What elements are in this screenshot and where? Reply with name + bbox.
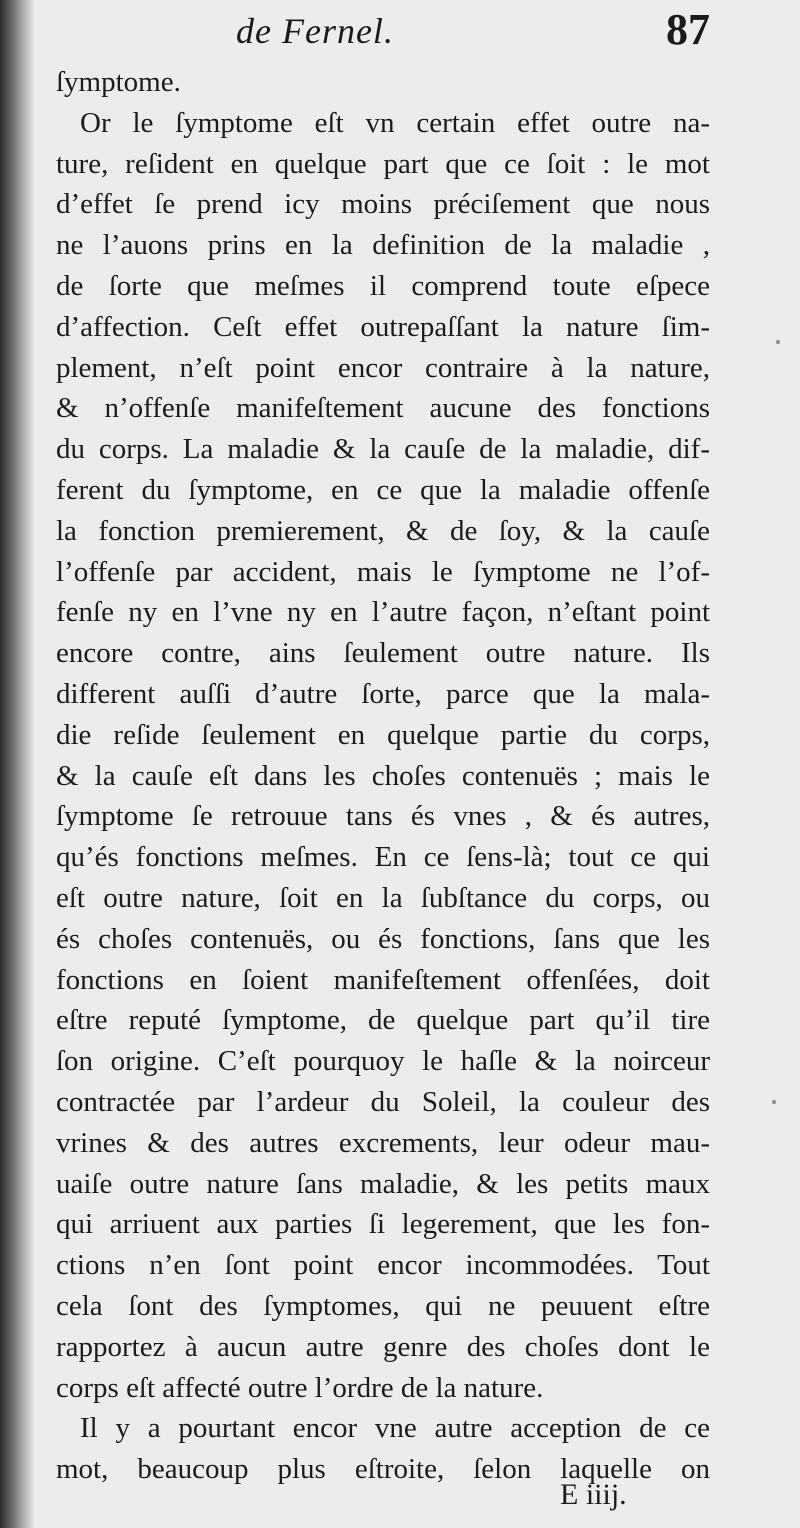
text-line: fenſe ny en l’vne ny en l’autre façon, n’eſtant point [56, 596, 710, 629]
text-line: du corps. La maladie & la cauſe de la maladie, dif- [56, 433, 710, 466]
text-line: ture, reſident en quelque part que ce ſoit : le mot [56, 147, 710, 180]
text-line: mot, beaucoup plus eſtroite, ſelon laquelle on [56, 1453, 710, 1486]
text-line: ſymptome ſe retrouue tans és vnes , & és autres, [56, 800, 710, 833]
text-line: l’offenſe par accident, mais le ſymptome ne l’of- [56, 555, 710, 588]
text-line: uaiſe outre nature ſans maladie, & les petits maux [56, 1167, 710, 1200]
text-line: vrines & des autres excrements, leur odeur mau- [56, 1126, 710, 1159]
text-line: la fonction premierement, & de ſoy, & la cauſe [56, 514, 710, 547]
text-line: cela ſont des ſymptomes, qui ne peuuent eſtre [56, 1289, 710, 1322]
paper-speck [772, 1100, 776, 1104]
text-line: eſtre reputé ſymptome, de quelque part qu’il tire [56, 1004, 710, 1037]
text-line: qui arriuent aux parties ſi legerement, que les fon- [56, 1208, 710, 1241]
paper-speck [776, 340, 780, 344]
text-line: die reſide ſeulement en quelque partie du corps, [56, 718, 710, 751]
text-line: corps eſt affecté outre l’ordre de la nature. [56, 1371, 544, 1404]
text-line: qu’és fonctions meſmes. En ce ſens-là; tout ce qui [56, 841, 710, 874]
text-line: contractée par l’ardeur du Soleil, la couleur des [56, 1085, 710, 1118]
binding-shadow [0, 0, 34, 1528]
page-number: 87 [666, 5, 710, 54]
text-line: ctions n’en ſont point encor incommodées. Tout [56, 1249, 710, 1282]
text-line: different auſſi d’autre ſorte, parce que la mala- [56, 677, 710, 710]
page-header [60, 5, 720, 58]
text-line: d’affection. Ceſt effet outrepaſſant la nature ſim- [56, 310, 710, 343]
text-line: & la cauſe eſt dans les choſes contenuës ; mais le [56, 759, 710, 792]
text-line: ſymptome. [56, 66, 181, 98]
text-line: ferent du ſymptome, en ce que la maladie offenſe [56, 473, 710, 506]
text-line: & n’offenſe manifeſtement aucune des fonctions [56, 392, 710, 425]
text-line: d’effet ſe prend icy moins préciſement que nous [56, 188, 710, 221]
text-line: fonctions en ſoient manifeſtement offenſées, doit [56, 963, 710, 996]
text-line: plement, n’eſt point encor contraire à la nature, [56, 351, 710, 384]
text-line: ſon origine. C’eſt pourquoy le haſle & la noirceur [56, 1045, 710, 1078]
text-line: eſt outre nature, ſoit en la ſubſtance du corps, ou [56, 881, 710, 914]
text-line: de ſorte que meſmes il comprend toute eſpece [56, 269, 710, 302]
signature-mark: E iiij. [560, 1478, 627, 1511]
text-line: és choſes contenuës, ou és fonctions, ſans que les [56, 922, 710, 955]
text-line: ne l’auons prins en la definition de la maladie , [56, 229, 710, 262]
text-line: rapportez à aucun autre genre des choſes dont le [56, 1330, 710, 1363]
text-line: Or le ſymptome eſt vn certain effet outre na- [80, 106, 710, 139]
running-title: de Fernel. [236, 11, 394, 51]
body-text [56, 62, 710, 1490]
text-line: encore contre, ains ſeulement outre nature. Ils [56, 637, 710, 670]
text-line: Il y a pourtant encor vne autre acception de ce [80, 1412, 710, 1445]
